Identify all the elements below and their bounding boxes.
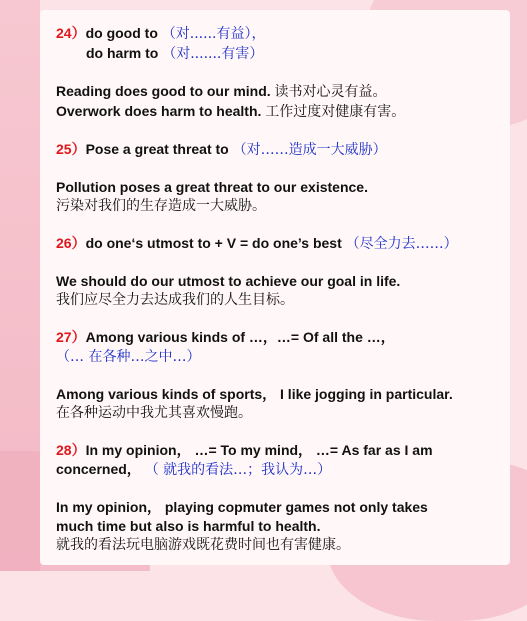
phrase-text: do harm to	[86, 45, 159, 61]
example-english: Overwork does harm to health.	[56, 103, 262, 119]
phrase-28-heading	[56, 441, 516, 460]
example-english: In my opinion， playing copmuter games not only takes	[56, 499, 428, 515]
example-english: Reading does good to our mind.	[56, 83, 271, 99]
phrase-25-heading	[56, 140, 516, 160]
item-number: 27）	[56, 329, 86, 345]
phrase-28-heading-2	[56, 460, 516, 480]
example-sentence	[56, 102, 516, 122]
phrase-24-heading	[56, 24, 516, 44]
example-chinese: 污染对我们的生存造成一大威胁。	[56, 198, 266, 214]
phrase-26-heading	[56, 234, 516, 254]
phrase-list	[56, 24, 516, 555]
phrase-text: do one‘s utmost to + V = do one’s best	[85, 235, 342, 251]
item-number: 26）	[56, 235, 86, 251]
phrase-text: do good to	[85, 25, 158, 41]
chinese-gloss: （ 就我的看法…；我认为…）	[144, 462, 332, 478]
example-chinese: 在各种运动中我尤其喜欢慢跑。	[56, 405, 252, 421]
example-chinese: 就我的看法玩电脑游戏既花费时间也有害健康。	[56, 537, 350, 553]
item-number: 25）	[56, 141, 86, 157]
example-sentence	[56, 82, 516, 102]
phrase-27-gloss-line	[56, 347, 516, 367]
chinese-gloss: （尽全力去……）	[345, 236, 458, 252]
chinese-gloss: （对.......有害）	[162, 46, 264, 62]
example-chinese: 我们应尽全力去达成我们的人生目标。	[56, 292, 294, 308]
example-english: We should do our utmost to achieve our goal in life.	[56, 273, 401, 289]
example-english: Among various kinds of sports， I like jogging in particular.	[56, 386, 453, 402]
phrase-text: In my opinion， …= To my mind， …= As far as I am	[85, 442, 433, 458]
phrase-text: Among various kinds of …，…= Of all the …，	[85, 329, 395, 345]
example-english: Pollution poses a great threat to our existence.	[56, 179, 368, 195]
phrase-24-heading-2	[56, 44, 516, 64]
phrase-text: concerned，	[56, 461, 141, 477]
chinese-gloss: （… 在各种…之中…）	[56, 349, 201, 365]
phrase-27-heading	[56, 328, 516, 347]
example-chinese: 工作过度对健康有害。	[265, 104, 406, 120]
example-chinese: 读书对心灵有益。	[274, 84, 387, 100]
chinese-gloss: （对……造成一大威胁）	[232, 142, 387, 158]
example-english: much time but also is harmful to health.	[56, 518, 321, 534]
item-number: 24）	[56, 25, 86, 41]
item-number: 28）	[56, 442, 86, 458]
chinese-gloss: （对......有益），	[161, 26, 266, 42]
phrase-text: Pose a great threat to	[85, 141, 229, 157]
